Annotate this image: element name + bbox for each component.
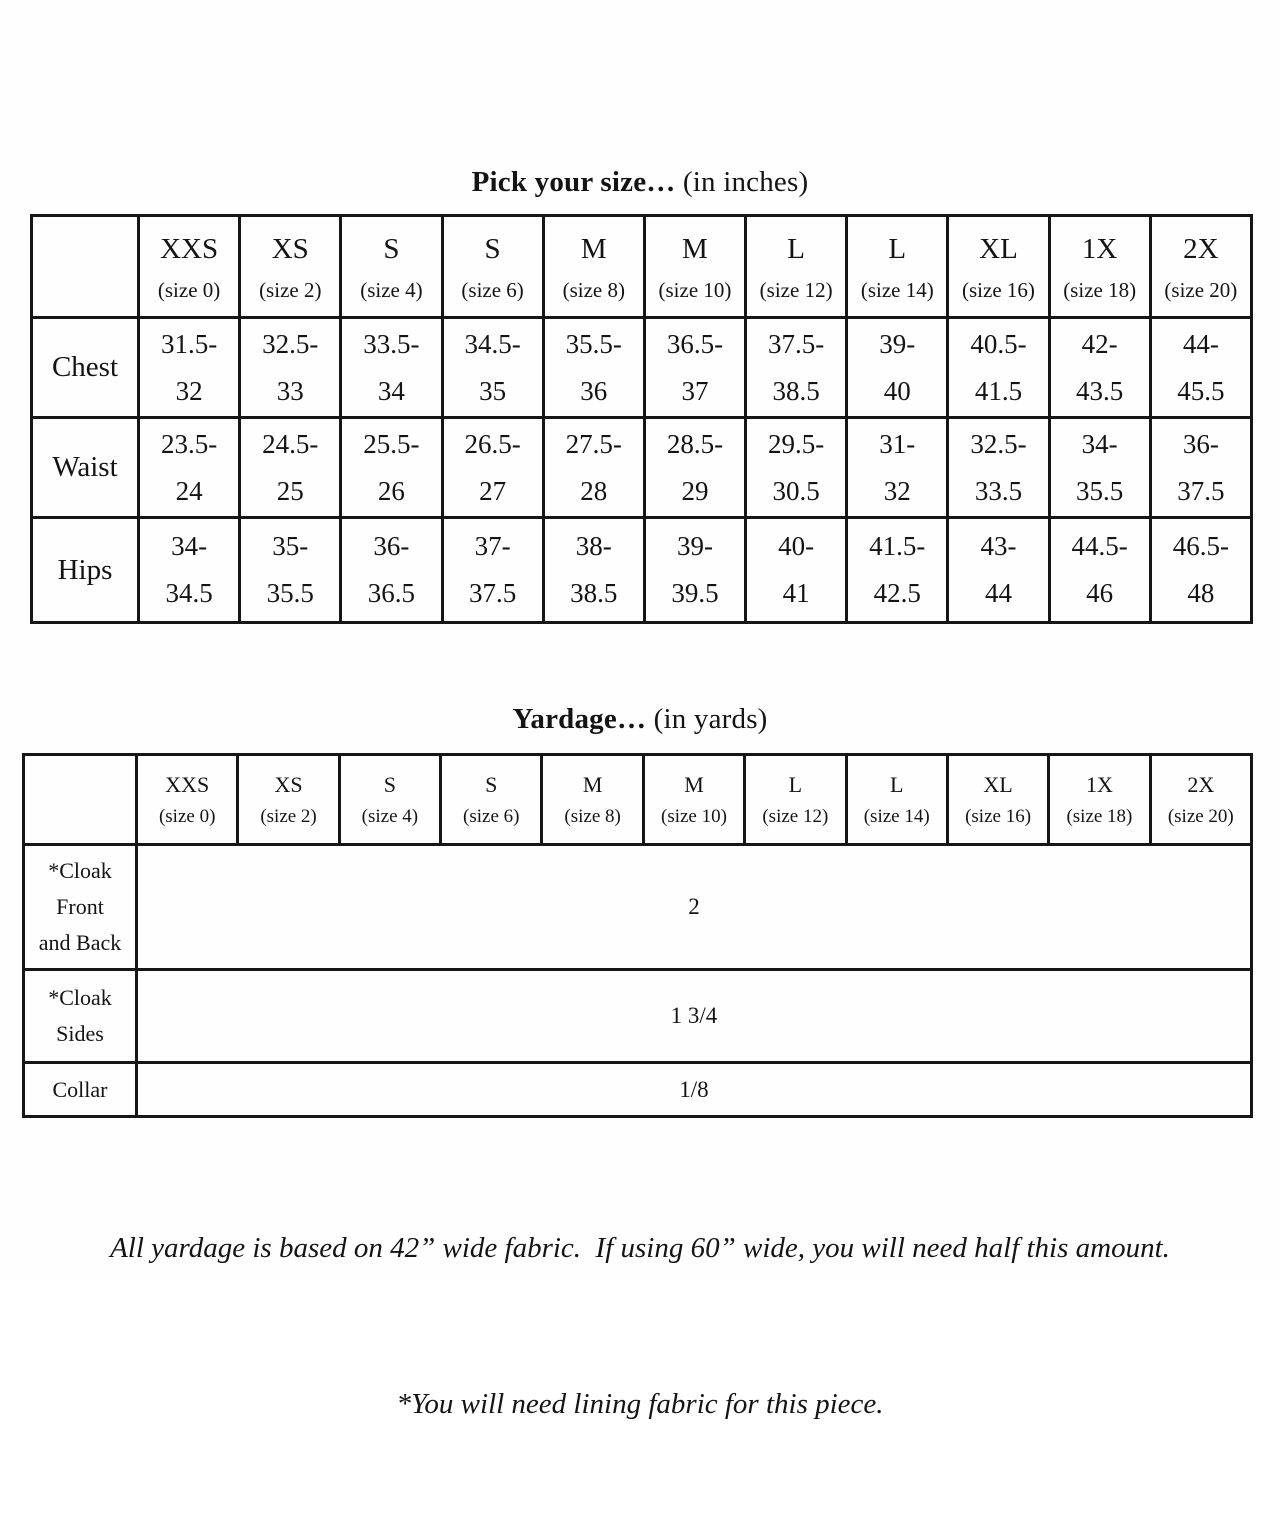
size-number-label: (size 10) [661, 806, 727, 827]
size-column-header [137, 755, 238, 845]
size-label: S [383, 232, 400, 265]
size-column-header [1049, 216, 1150, 318]
size-number-label: (size 18) [1063, 277, 1137, 302]
size-table-corner-cell [32, 216, 139, 318]
size-label: S [485, 772, 498, 797]
measurement-cell: 31- 32 [847, 418, 948, 518]
measurement-cell: 34.5- 35 [442, 318, 543, 418]
size-column-header [139, 216, 240, 318]
yardage-row-label: *Cloak Sides [24, 970, 137, 1063]
yardage-table-title-units: (in yards) [646, 703, 768, 735]
measurement-cell: 25.5- 26 [341, 418, 442, 518]
size-column-header [341, 216, 442, 318]
measurement-row-label: Chest [32, 318, 139, 418]
yardage-value-cell: 2 [137, 845, 1252, 970]
size-column-header [948, 216, 1049, 318]
size-label: M [582, 772, 603, 797]
measurement-row-label: Hips [32, 518, 139, 623]
size-column-header [644, 216, 745, 318]
yardage-table [22, 753, 1253, 1118]
measurement-cell: 24.5- 25 [240, 418, 341, 518]
measurement-cell: 37.5- 38.5 [746, 318, 847, 418]
measurement-cell: 28.5- 29 [644, 418, 745, 518]
size-column-header [643, 755, 744, 845]
size-label: XXS [160, 232, 219, 265]
size-label: XXS [165, 772, 210, 797]
measurement-cell: 36- 36.5 [341, 518, 442, 623]
footer-notes [0, 1118, 1280, 1534]
size-number-label: (size 12) [762, 806, 829, 827]
measurement-cell: 37- 37.5 [442, 518, 543, 623]
measurement-cell: 33.5- 34 [341, 318, 442, 418]
measurement-cell: 42- 43.5 [1049, 318, 1150, 418]
measurement-cell: 40.5- 41.5 [948, 318, 1049, 418]
measurement-cell: 46.5- 48 [1150, 518, 1251, 623]
yardage-row-label: Collar [24, 1063, 137, 1117]
measurement-row [32, 518, 1252, 623]
size-number-label: (size 12) [759, 277, 833, 302]
size-label: XS [274, 772, 303, 797]
size-label: 1X [1081, 232, 1118, 265]
yardage-row [24, 970, 1252, 1063]
measurement-cell: 23.5- 24 [139, 418, 240, 518]
size-number-label: (size 10) [658, 277, 732, 302]
size-number-label: (size 6) [461, 277, 524, 302]
yardage-value-cell: 1/8 [137, 1063, 1252, 1117]
yardage-value-cell: 1 3/4 [137, 970, 1252, 1063]
size-table [30, 214, 1253, 624]
yardage-row [24, 1063, 1252, 1117]
measurement-cell: 32.5- 33 [240, 318, 341, 418]
measurement-cell: 35.5- 36 [543, 318, 644, 418]
measurement-cell: 34- 34.5 [139, 518, 240, 623]
size-column-header [442, 216, 543, 318]
measurement-row [32, 418, 1252, 518]
measurement-cell: 43- 44 [948, 518, 1049, 623]
measurement-row-label: Waist [32, 418, 139, 518]
size-column-header [240, 216, 341, 318]
size-label: XS [271, 232, 309, 265]
measurement-cell: 40- 41 [746, 518, 847, 623]
size-column-header [745, 755, 846, 845]
size-column-header [746, 216, 847, 318]
size-number-label: (size 4) [360, 277, 423, 302]
size-number-label: (size 0) [158, 806, 216, 827]
measurement-cell: 36.5- 37 [644, 318, 745, 418]
size-column-header [543, 216, 644, 318]
measurement-cell: 34- 35.5 [1049, 418, 1150, 518]
size-column-header [1049, 755, 1150, 845]
size-label: L [788, 772, 803, 797]
measurement-cell: 41.5- 42.5 [847, 518, 948, 623]
size-label: 2X [1187, 772, 1215, 797]
size-column-header [1150, 755, 1251, 845]
yardage-row [24, 845, 1252, 970]
measurement-cell: 32.5- 33.5 [948, 418, 1049, 518]
size-number-label: (size 2) [259, 277, 322, 302]
measurement-cell: 44- 45.5 [1150, 318, 1251, 418]
size-label: L [888, 232, 907, 265]
size-column-header [339, 755, 440, 845]
size-number-label: (size 14) [863, 806, 930, 827]
size-label: XL [979, 232, 1018, 265]
size-number-label: (size 0) [157, 277, 221, 302]
size-number-label: (size 14) [860, 277, 934, 302]
measurement-cell: 38- 38.5 [543, 518, 644, 623]
size-table-title [0, 166, 1280, 199]
size-table-title-bold: Pick your size… [471, 166, 676, 198]
size-label: L [889, 772, 904, 797]
size-number-label: (size 20) [1164, 277, 1238, 302]
size-number-label: (size 18) [1066, 806, 1133, 827]
measurement-cell: 39- 39.5 [644, 518, 745, 623]
size-label: S [383, 772, 397, 797]
measurement-row [32, 318, 1252, 418]
measurement-cell: 27.5- 28 [543, 418, 644, 518]
size-column-header [947, 755, 1048, 845]
size-label: M [682, 232, 708, 265]
size-label: XL [983, 772, 1013, 797]
size-column-header [847, 216, 948, 318]
size-column-header [441, 755, 542, 845]
size-label: L [787, 232, 805, 265]
measurement-cell: 29.5- 30.5 [746, 418, 847, 518]
size-column-header [1150, 216, 1251, 318]
measurement-cell: 31.5- 32 [139, 318, 240, 418]
measurement-cell: 44.5- 46 [1049, 518, 1150, 623]
measurement-cell: 26.5- 27 [442, 418, 543, 518]
footer-note-fabric-width: All yardage is based on 42” wide fabric. If using 60” wide, you will need half this amount. [110, 1232, 1170, 1264]
size-column-header [238, 755, 339, 845]
yardage-table-corner-cell [24, 755, 137, 845]
size-number-label: (size 2) [260, 806, 317, 827]
yardage-table-title-bold: Yardage… [512, 703, 647, 735]
size-number-label: (size 16) [965, 806, 1032, 827]
measurement-cell: 35- 35.5 [240, 518, 341, 623]
size-column-header [846, 755, 947, 845]
size-column-header [542, 755, 643, 845]
size-label: 2X [1183, 232, 1219, 265]
size-label: M [580, 232, 607, 265]
size-number-label: (size 20) [1167, 806, 1234, 827]
size-number-label: (size 8) [562, 277, 625, 302]
size-number-label: (size 16) [962, 277, 1035, 302]
size-number-label: (size 4) [361, 806, 419, 827]
size-table-title-units: (in inches) [675, 166, 809, 198]
measurement-cell: 36- 37.5 [1150, 418, 1251, 518]
yardage-table-title [0, 703, 1280, 736]
size-label: 1X [1085, 772, 1113, 797]
size-number-label: (size 6) [463, 806, 520, 827]
size-label: M [684, 772, 704, 797]
measurement-cell: 39- 40 [847, 318, 948, 418]
yardage-row-label: *Cloak Front and Back [24, 845, 137, 970]
size-label: S [484, 232, 501, 265]
size-number-label: (size 8) [564, 806, 621, 827]
footer-note-lining: *You will need lining fabric for this piece. [396, 1388, 884, 1420]
